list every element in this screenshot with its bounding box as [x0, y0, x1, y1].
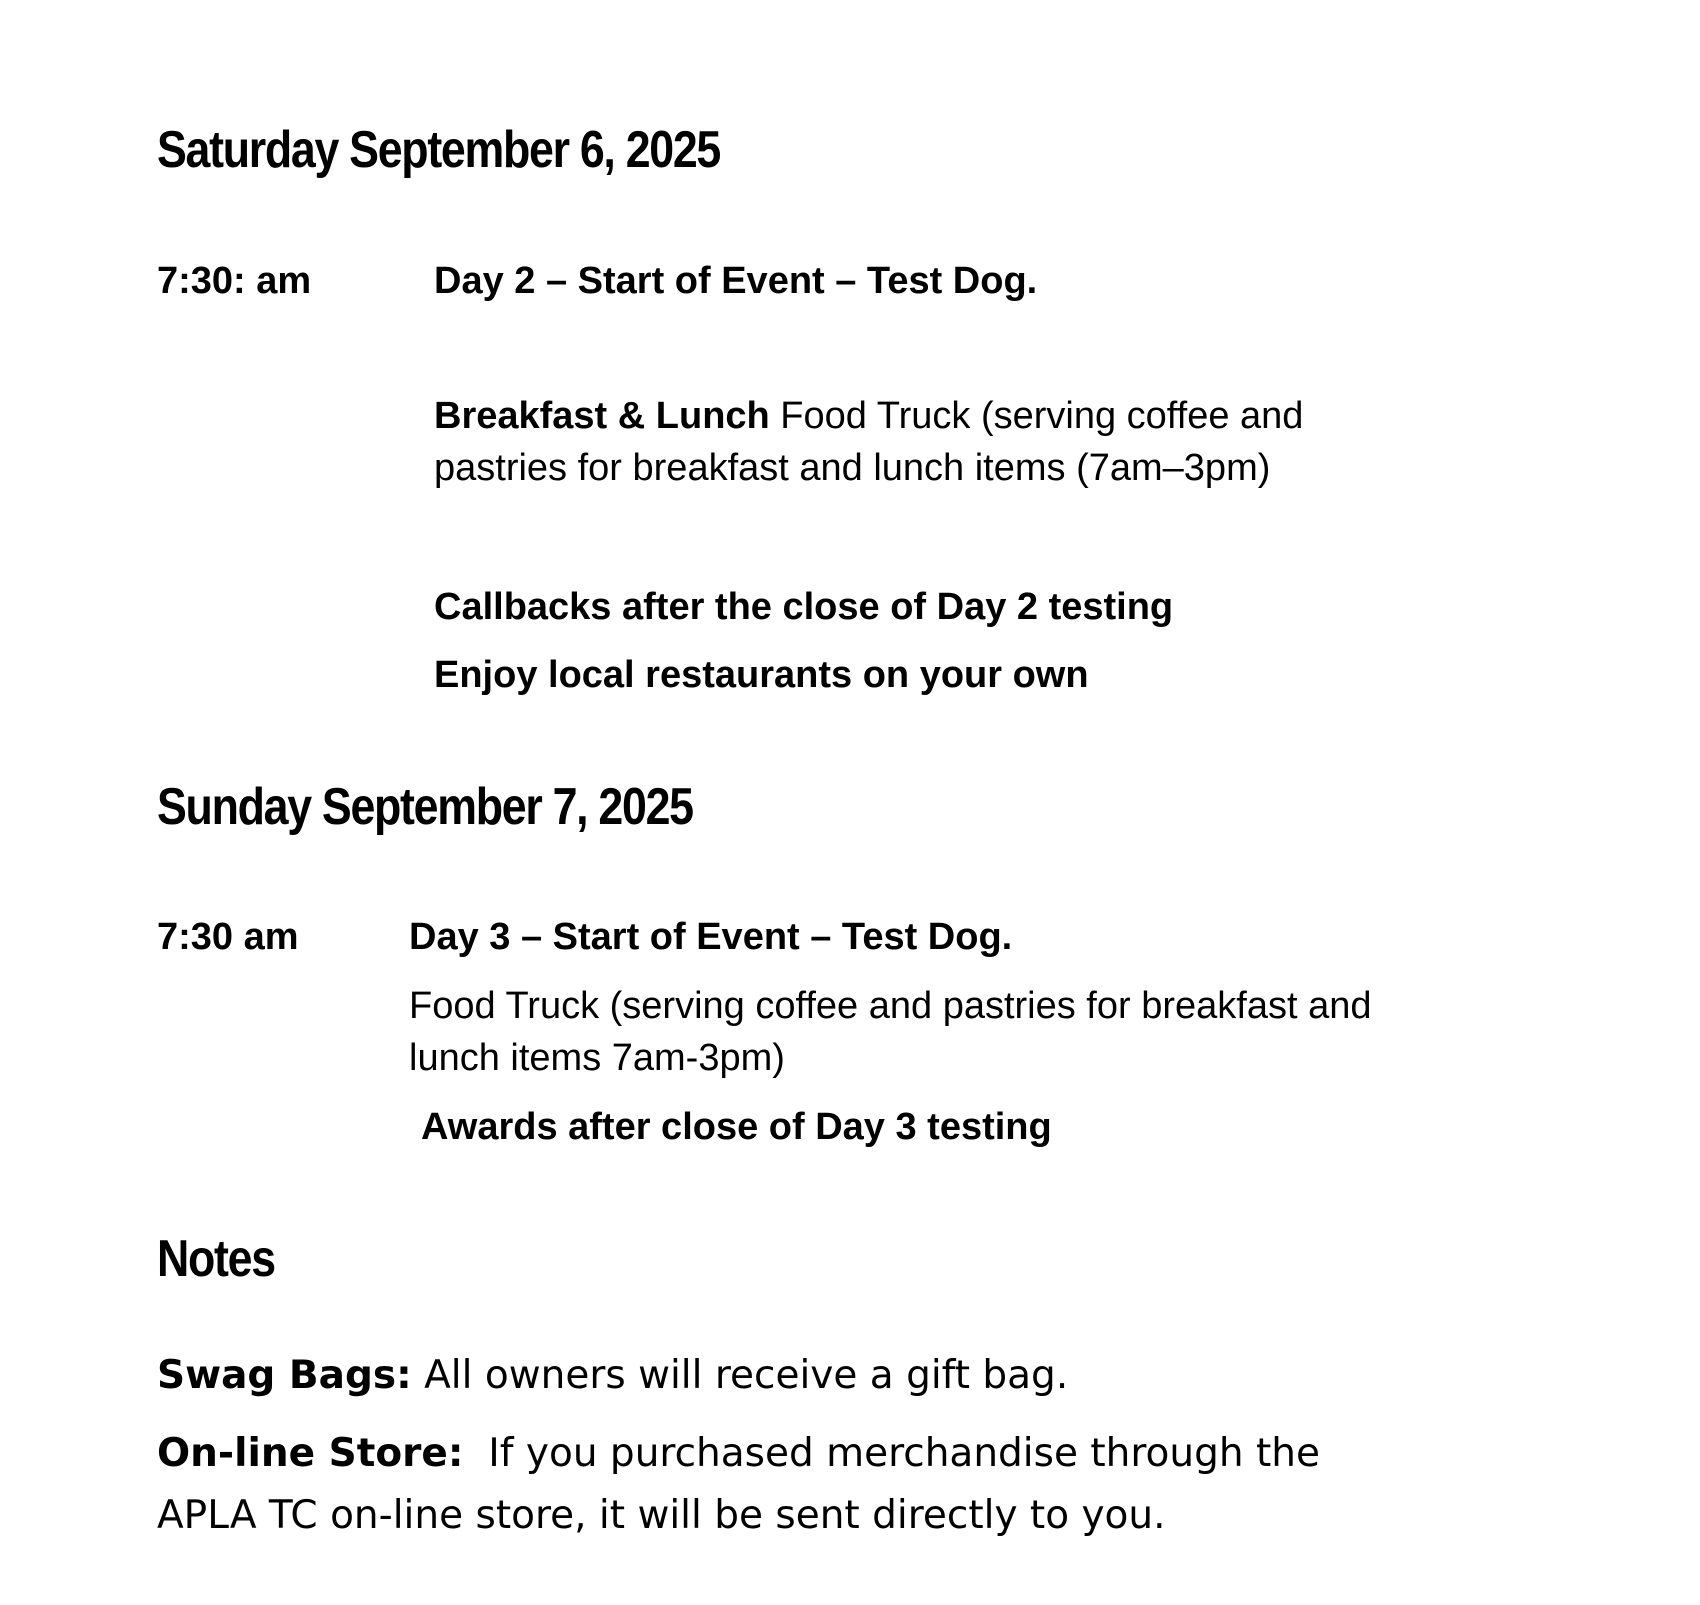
saturday-food-line2: pastries for breakfast and lunch items (7am–3pm)	[434, 447, 1271, 489]
saturday-start-line: Day 2 – Start of Event – Test Dog.	[434, 260, 1038, 302]
sunday-food-line1: Food Truck (serving coffee and pastries for breakfast and	[409, 985, 1372, 1027]
swag-bags-label: Swag Bags:	[157, 1353, 412, 1398]
sunday-heading: Sunday September 7, 2025	[157, 778, 693, 836]
saturday-time: 7:30: am	[157, 260, 312, 302]
online-store-label: On-line Store:	[157, 1431, 464, 1476]
sunday-food-truck-text	[409, 980, 1371, 1084]
online-store-text-line1: If you purchased merchandise through the	[463, 1431, 1320, 1476]
online-store-text-line2: APLA TC on-line store, it will be sent directly to you.	[157, 1493, 1166, 1538]
notes-heading: Notes	[157, 1230, 275, 1288]
swag-bags-note	[157, 1345, 1068, 1407]
saturday-food-bold: Breakfast & Lunch	[434, 395, 770, 437]
online-store-note	[157, 1423, 1320, 1547]
swag-bags-text: All owners will receive a gift bag.	[411, 1353, 1069, 1398]
saturday-callbacks: Callbacks after the close of Day 2 testing	[434, 586, 1174, 628]
saturday-heading: Saturday September 6, 2025	[157, 121, 721, 179]
saturday-food-line1: Food Truck (serving coffee and	[769, 395, 1304, 437]
sunday-time: 7:30 am	[157, 916, 299, 958]
sunday-food-line2: lunch items 7am-3pm)	[409, 1037, 785, 1079]
sunday-start-line: Day 3 – Start of Event – Test Dog.	[409, 916, 1013, 958]
saturday-restaurants: Enjoy local restaurants on your own	[434, 654, 1089, 696]
sunday-awards: Awards after close of Day 3 testing	[421, 1106, 1052, 1148]
saturday-food-truck-text	[434, 390, 1303, 494]
